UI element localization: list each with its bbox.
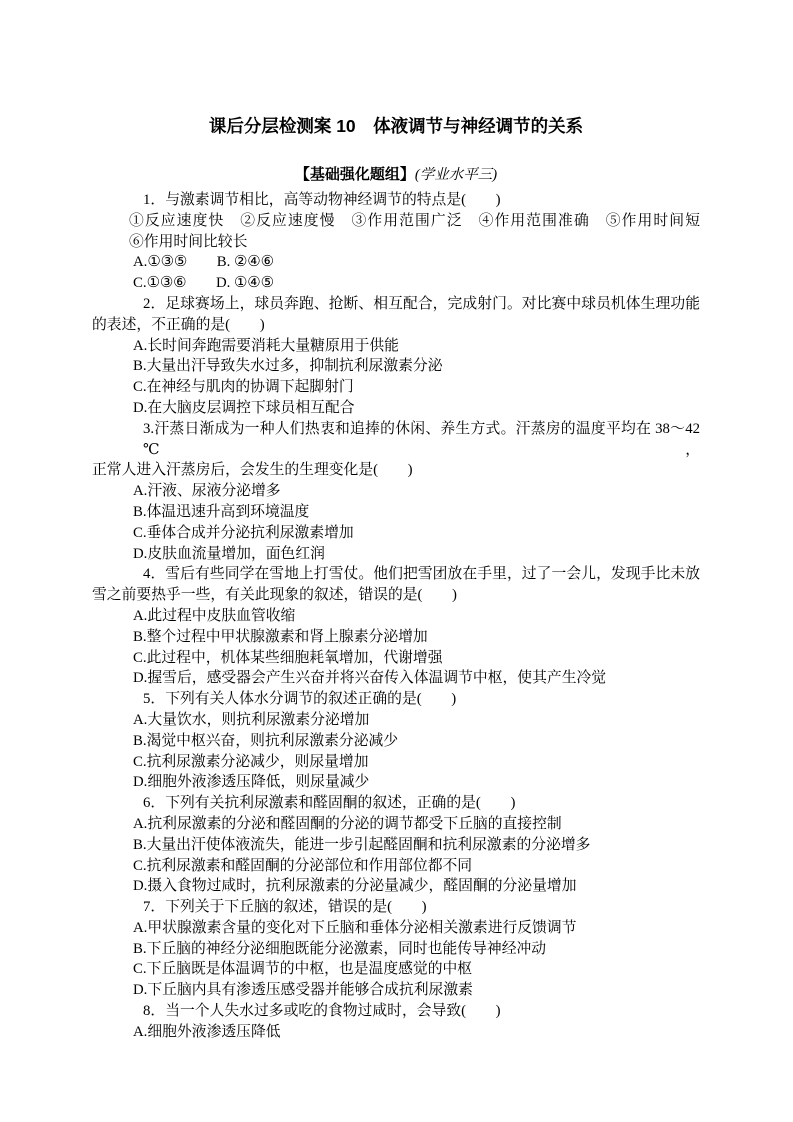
option-line: A.此过程中皮肤血管收缩 bbox=[133, 607, 296, 624]
option-line: D.握雪后，感受器会产生兴奋并将兴奋传入体温调节中枢，使其产生冷觉 bbox=[133, 670, 607, 687]
option-line: A.长时间奔跑需要消耗大量糖原用于供能 bbox=[133, 337, 399, 354]
option-line: B.大量出汗导致失水过多，抑制抗利尿激素分泌 bbox=[133, 358, 443, 375]
section-header bbox=[92, 164, 700, 186]
question-stem-line: 6．下列有关抗利尿激素和醛固酮的叙述，正确的是( ) bbox=[143, 795, 516, 812]
question-stem-line: 7．下列关于下丘脑的叙述，错误的是( ) bbox=[143, 899, 427, 916]
option-line: A.甲状腺激素含量的变化对下丘脑和垂体分泌相关激素进行反馈调节 bbox=[133, 919, 577, 936]
option-line: A.①③⑤ B. ②④⑥ bbox=[133, 254, 274, 271]
option-line: A.汗液、尿液分泌增多 bbox=[133, 483, 281, 500]
option-line: C.①③⑥ D. ①④⑤ bbox=[133, 275, 274, 292]
choice-enum-line: ⑥作用时间比较长 bbox=[129, 233, 248, 250]
choice-enum-line: ①反应速度快 ②反应速度慢 ③作用范围广泛 ④作用范围准确 ⑤作用时间短 bbox=[129, 212, 700, 229]
option-line: C.抗利尿激素和醛固酮的分泌部位和作用部位都不同 bbox=[133, 857, 473, 874]
stem-continuation-line: 雪之前要热乎一些，有关此现象的叙述，错误的是( ) bbox=[92, 587, 457, 604]
question-stem-line: 1．与激素调节相比，高等动物神经调节的特点是( ) bbox=[143, 192, 501, 208]
question-stem-line: 5．下列有关人体水分调节的叙述正确的是( ) bbox=[143, 691, 457, 708]
question-stem-line: 4．雪后有些同学在雪地上打雪仗。他们把雪团放在手里，过了一会儿，发现手比未放 bbox=[143, 566, 700, 583]
option-line: C.下丘脑既是体温调节的中枢，也是温度感觉的中枢 bbox=[133, 961, 473, 978]
option-line: D.皮肤血流量增加，面色红润 bbox=[133, 545, 325, 562]
option-line: B.大量出汗使体液流失，能进一步引起醛固酮和抗利尿激素的分泌增多 bbox=[133, 836, 591, 853]
option-line: B.渴觉中枢兴奋，则抗利尿激素分泌减少 bbox=[133, 732, 399, 749]
option-line: C.在神经与肌肉的协调下起脚射门 bbox=[133, 379, 354, 396]
option-line: B.下丘脑的神经分泌细胞既能分泌激素，同时也能传导神经冲动 bbox=[133, 940, 547, 957]
section-level-note: (学业水平三) bbox=[414, 167, 498, 183]
option-line: B.体温迅速升高到环境温度 bbox=[133, 503, 310, 520]
option-line: A.抗利尿激素的分泌和醛固酮的分泌的调节都受下丘脑的直接控制 bbox=[133, 815, 562, 832]
question-stem-line: 3.汗蒸日渐成为一种人们热衷和追捧的休闲、养生方式。汗蒸房的温度平均在 38～42 ℃， bbox=[143, 420, 700, 458]
option-line: A.细胞外液渗透压降低 bbox=[133, 1023, 281, 1040]
option-line: D.下丘脑内具有渗透压感受器并能够合成抗利尿激素 bbox=[133, 982, 473, 999]
option-line: D.摄入食物过咸时，抗利尿激素的分泌量减少，醛固酮的分泌量增加 bbox=[133, 878, 577, 895]
option-line: A.大量饮水，则抗利尿激素分泌增加 bbox=[133, 711, 370, 728]
option-line: B.整个过程中甲状腺激素和肾上腺素分泌增加 bbox=[133, 628, 428, 645]
option-line: C.此过程中，机体某些细胞耗氧增加，代谢增强 bbox=[133, 649, 443, 666]
question-list bbox=[92, 190, 700, 1043]
option-line: D.在大脑皮层调控下球员相互配合 bbox=[133, 399, 355, 416]
stem-continuation-line: 正常人进入汗蒸房后，会发生的生理变化是( ) bbox=[92, 462, 413, 479]
option-line: C.抗利尿激素分泌减少，则尿量增加 bbox=[133, 753, 369, 770]
option-line: D.细胞外液渗透压降低，则尿量减少 bbox=[133, 774, 370, 791]
option-line: C.垂体合成并分泌抗利尿激素增加 bbox=[133, 524, 354, 541]
stem-continuation-line: 的表述，不正确的是( ) bbox=[92, 316, 265, 333]
question-stem-line: 2．足球赛场上，球员奔跑、抢断、相互配合，完成射门。对比赛中球员机体生理功能 bbox=[143, 295, 700, 312]
question-stem-line: 8．当一个人失水过多或吃的食物过咸时，会导致( ) bbox=[143, 1003, 501, 1020]
page-title: 课后分层检测案 10 体液调节与神经调节的关系 bbox=[208, 116, 584, 136]
section-badge: 【基础强化题组】 bbox=[294, 166, 415, 183]
